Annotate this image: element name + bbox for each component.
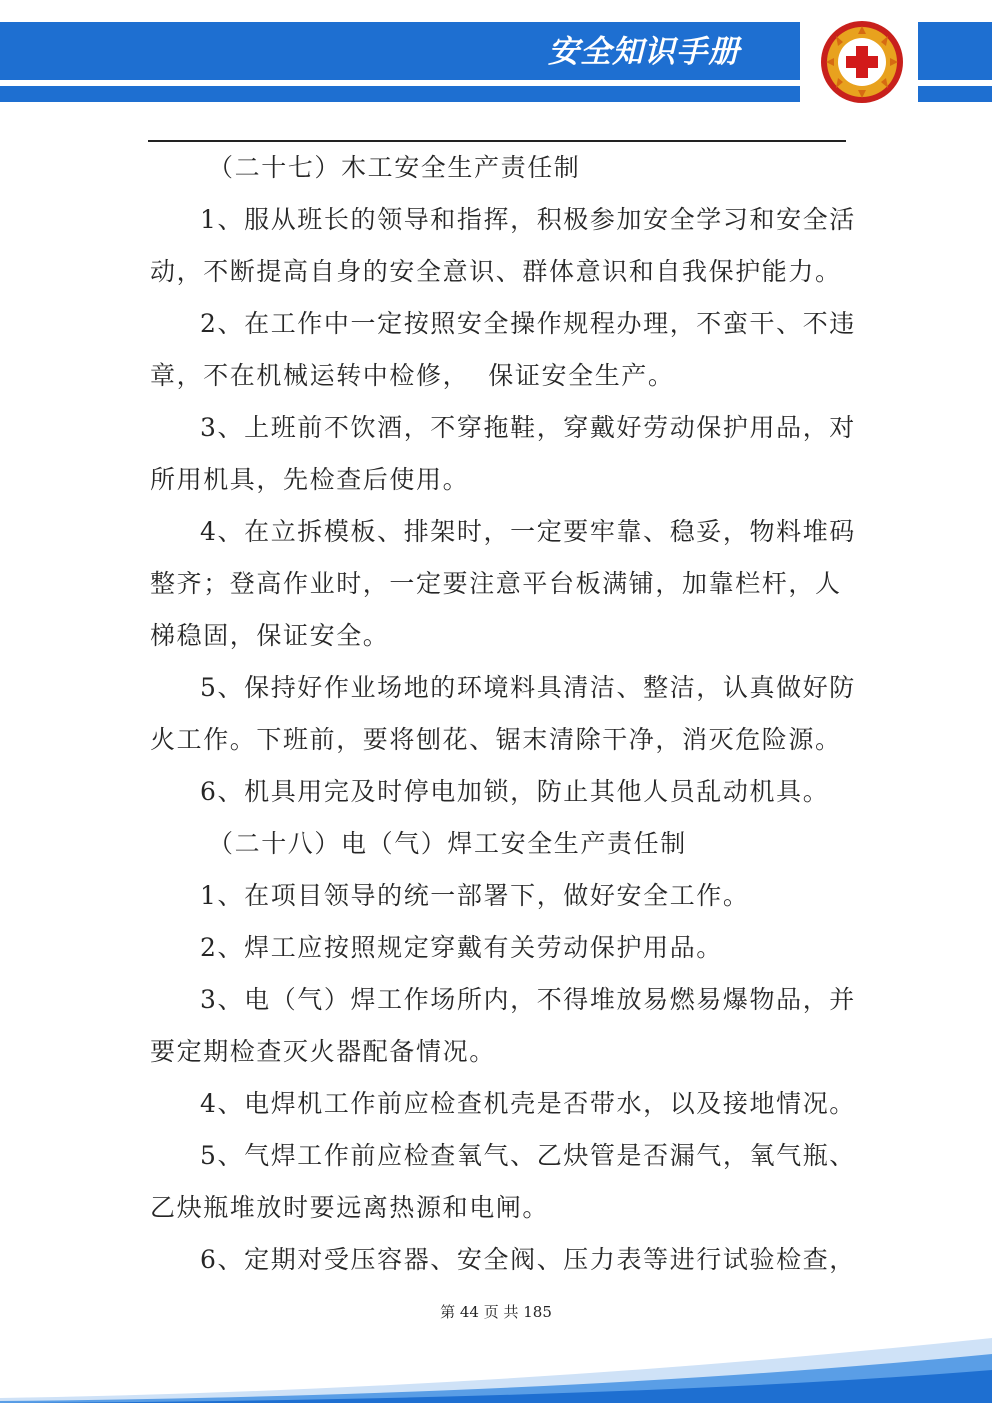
footer-wave-decoration: [0, 1318, 992, 1403]
section-heading: （二十七）木工安全生产责任制: [208, 153, 581, 182]
document-body: [150, 142, 856, 1286]
header-band-right-bottom: [918, 86, 992, 102]
paragraph-line: 5、气焊工作前应检查氧气、乙炔管是否漏气，氧气瓶、: [200, 1141, 856, 1170]
paragraph-line: 2、在工作中一定按照安全操作规程办理，不蛮干、不违: [200, 309, 856, 338]
paragraph-line: 3、上班前不饮酒，不穿拖鞋，穿戴好劳动保护用品，对: [200, 413, 856, 442]
paragraph-line: 火工作。下班前，要将刨花、锯末清除干净，消灭危险源。: [150, 725, 842, 754]
paragraph-line: 2、焊工应按照规定穿戴有关劳动保护用品。: [200, 933, 723, 962]
page-number: 第 44 页 共 185: [440, 1303, 552, 1321]
paragraph-line: 整齐；登高作业时，一定要注意平台板满铺，加靠栏杆，人: [150, 569, 842, 598]
paragraph-line: 要定期检查灭火器配备情况。: [150, 1037, 496, 1066]
paragraph-line: 3、电（气）焊工作场所内，不得堆放易燃易爆物品，并: [200, 985, 856, 1014]
paragraph-line: 4、电焊机工作前应检查机壳是否带水，以及接地情况。: [200, 1089, 856, 1118]
paragraph-line: 乙炔瓶堆放时要远离热源和电闸。: [150, 1193, 550, 1222]
paragraph-line: 1、服从班长的领导和指挥，积极参加安全学习和安全活: [200, 205, 856, 234]
paragraph-line: 所用机具，先检查后使用。: [150, 465, 470, 494]
paragraph-line: 动，不断提高自身的安全意识、群体意识和自我保护能力。: [150, 257, 842, 286]
paragraph-line: 6、机具用完及时停电加锁，防止其他人员乱动机具。: [200, 777, 830, 806]
paragraph-line: 1、在项目领导的统一部署下，做好安全工作。: [200, 881, 750, 910]
header-band-right-top: [918, 22, 992, 80]
paragraph-line: 4、在立拆模板、排架时，一定要牢靠、稳妥，物料堆码: [200, 517, 856, 546]
safety-cross-emblem-icon: [812, 20, 912, 104]
paragraph-line: 章，不在机械运转中检修， 保证安全生产。: [150, 361, 675, 390]
header-band-bottom: [0, 86, 800, 102]
manual-title: 安全知识手册: [548, 34, 740, 70]
paragraph-line: 5、保持好作业场地的环境料具清洁、整洁，认真做好防: [200, 673, 856, 702]
paragraph-line: 6、定期对受压容器、安全阀、压力表等进行试验检查，: [200, 1245, 856, 1274]
paragraph-line: 梯稳固，保证安全。: [150, 621, 390, 650]
section-heading: （二十八）电（气）焊工安全生产责任制: [208, 829, 687, 858]
